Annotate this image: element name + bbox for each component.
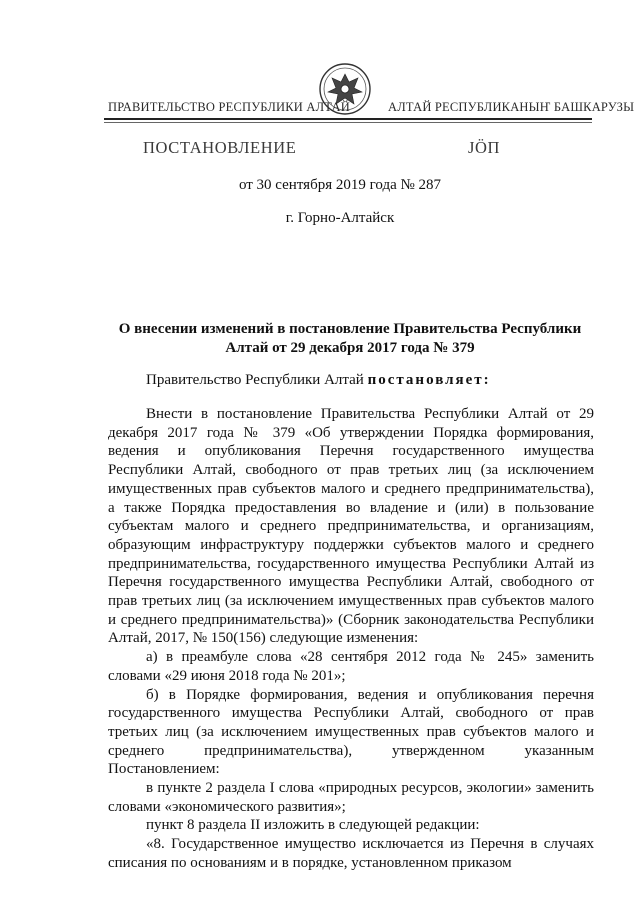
date-line: от 30 сентября 2019 года № 287 xyxy=(238,177,442,193)
header-rule-thin xyxy=(104,122,592,123)
document-body xyxy=(108,405,594,873)
paragraph-b: б) в Порядке формирования, ведения и опубликования перечня государственного имущества Республики Алтай, свободного от прав третьих лиц (за исключением имущественных прав субъектов малого и среднего предпринимательства), утвержденном указанным Постановлением: xyxy=(108,686,594,778)
decree-lead: Правительство Республики Алтай xyxy=(146,372,368,388)
doc-type-russian: ПОСТАНОВЛЕНИЕ xyxy=(143,138,297,157)
doc-type-altai: JÖП xyxy=(468,138,501,157)
paragraph-a: а) в преамбуле слова «28 сентября 2012 года № 245» заменить словами «29 июня 2018 года № 201»; xyxy=(108,649,594,684)
decree-line xyxy=(146,372,491,389)
paragraph-clause-2: в пункте 2 раздела I слова «природных ресурсов, экологии» заменить словами «экономического развития»; xyxy=(108,780,594,815)
paragraph-main: Внести в постановление Правительства Республики Алтай от 29 декабря 2017 года № 379 «Об утверждении Порядка формирования, ведения и опубликования Перечня государственного имущества Республики Алтай, свободного от прав третьих лиц (за исключением имущественных прав субъектов малого и среднего предпринимательства), а также Порядка предоставления во владение и (или) в пользование субъектам малого и среднего предпринимательства, и организациям, образующим инфраструктуру поддержки субъектов малого и среднего предпринимательства, государственного имущества Республики Алтай из Перечня государственного имущества Республики Алтай, свободного от прав третьих лиц (за исключением имущественных прав субъектов малого и среднего предпринимательства)» (Сборник законодательства Республики Алтай, 2017, № 150(156) следующие изменения: xyxy=(108,406,594,647)
decree-verb: постановляет: xyxy=(367,372,491,388)
header-left-org: ПРАВИТЕЛЬСТВО РЕСПУБЛИКИ АЛТАЙ xyxy=(108,100,350,114)
paragraph-clause-8: «8. Государственное имущество исключается из Перечня в случаях списания по основаниям и в порядке, установленном приказом xyxy=(108,836,594,871)
header-rule xyxy=(104,118,592,120)
city: г. Горно-Алтайск xyxy=(285,210,395,226)
header-right-org: АЛТАЙ РЕСПУБЛИКАНЫҤ БАШКАРУЗЫ xyxy=(388,100,635,114)
document-title: О внесении изменений в постановление Правительства Республики Алтай от 29 декабря 2017 года № 379 xyxy=(118,321,582,356)
paragraph-clause-8-intro: пункт 8 раздела II изложить в следующей редакции: xyxy=(146,817,480,834)
